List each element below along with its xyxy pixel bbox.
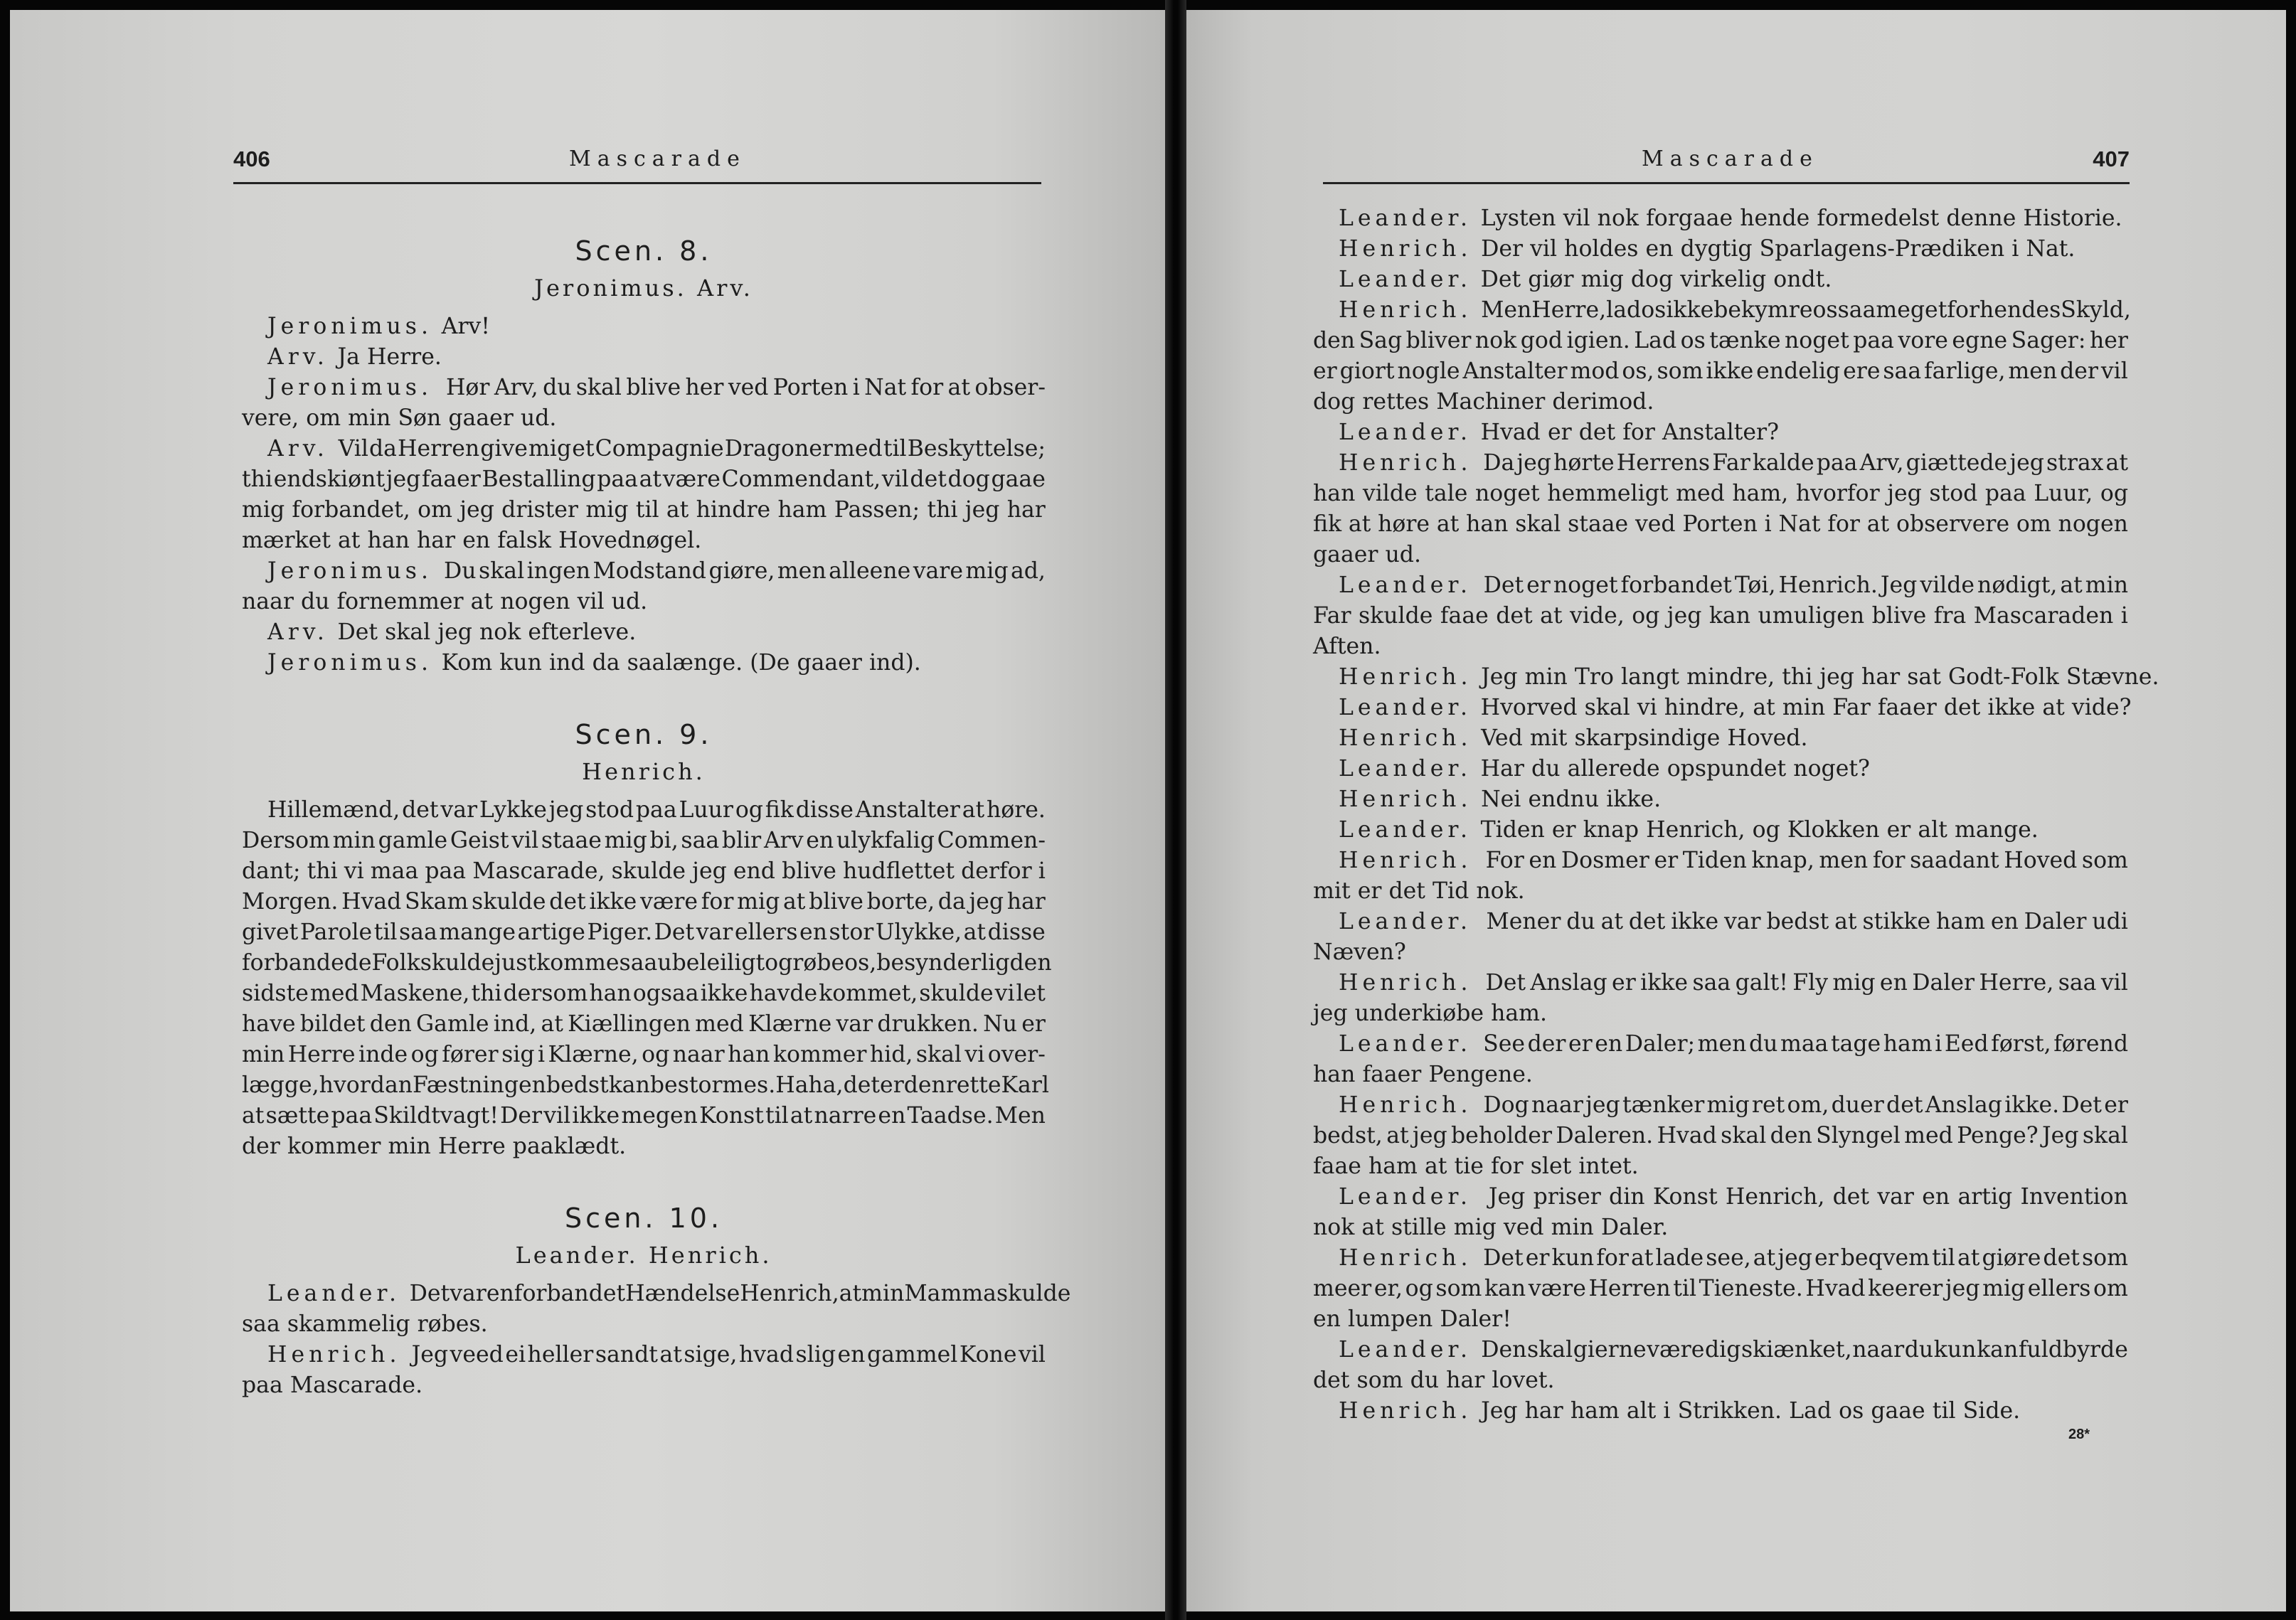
speaker-name: Henrich. xyxy=(1339,1245,1472,1271)
speaker-name: Leander. xyxy=(267,1281,401,1306)
text-line: Henrich. Ved mit skarpsindige Hoved. xyxy=(1313,723,2128,754)
text-line: nok at stille mig ved min Daler. xyxy=(1313,1215,1669,1240)
speaker-name: Jeronimus. xyxy=(267,558,432,584)
text-line: Far skulde faae det at vide, og jeg kan umuligen blive fra Mascaraden i xyxy=(1313,603,2128,629)
speaker-name: Jeronimus. xyxy=(267,650,432,676)
speaker-name: Leander. xyxy=(1339,1031,1472,1057)
text-line: Næven? xyxy=(1313,939,1406,965)
text-line: Leander. Tiden er knap Henrich, og Klokken er alt mange. xyxy=(1313,815,2128,846)
running-title: Mascarade xyxy=(569,146,746,171)
text-line: forbandede Folk skulde just komme saa ubeleiligt og røbe os, besynderlig den xyxy=(242,950,1052,976)
text-line: dant; thi vi maa paa Mascarade, skulde jeg end blive hudflettet derfor i xyxy=(242,858,1046,884)
text-line: meer er, og som kan være Herren til Tieneste. Hvad keerer jeg mig ellers om xyxy=(1313,1276,2128,1301)
text-line: Leander. Jeg priser din Konst Henrich, det var en artig Invention xyxy=(1313,1182,2128,1213)
text-line: sidste med Maskene, thi dersom han ogsaa ikke havde kommet, skulde vi let xyxy=(242,981,1046,1006)
text-line: Henrich. Jeg har ham alt i Strikken. Lad os gaae til Side. xyxy=(1313,1396,2128,1427)
speaker-name: Arv. xyxy=(267,619,329,645)
speaker-name: Henrich. xyxy=(1339,970,1472,996)
text-line: thi endskiønt jeg faaer Bestalling paa at være Commendant, vil det dog gaae xyxy=(242,467,1046,492)
page-number: 407 xyxy=(2093,146,2130,171)
running-head xyxy=(233,144,1041,184)
speaker-name: Henrich. xyxy=(1339,664,1472,690)
text-line: mig forbandet, om jeg drister mig til at hindre ham Passen; thi jeg har xyxy=(242,497,1046,523)
text-line: Dersom min gamle Geist vil staae mig bi, saa blir Arv en ulykfalig Commen- xyxy=(242,828,1046,853)
text-line: Henrich. Da jeg hørte Herrens Far kalde paa Arv, giættede jeg strax at xyxy=(1313,448,2128,479)
text-line: fik at høre at han skal staae ved Porten i Nat for at observere om nogen xyxy=(1313,511,2128,537)
signature-mark: 28* xyxy=(2068,1427,2090,1442)
speaker-name: Henrich. xyxy=(1339,236,1472,262)
text-line: Hillemænd, det var Lykke jeg stod paa Luur og fik disse Anstalter at høre. xyxy=(267,797,1046,823)
text-line: der kommer min Herre paaklædt. xyxy=(242,1134,627,1159)
text-line: mærket at han har en falsk Hovednøgel. xyxy=(242,528,702,553)
scene-characters: Henrich. xyxy=(582,758,706,785)
speaker-name: Leander. xyxy=(1339,695,1472,720)
speaker-name: Leander. xyxy=(1339,206,1472,231)
speaker-name: Henrich. xyxy=(267,1342,401,1368)
book-gutter xyxy=(1165,0,1186,1620)
scene-characters: Leander. Henrich. xyxy=(515,1242,772,1269)
text-line: Leander. Hvad er det for Anstalter? xyxy=(1313,417,2128,448)
text-line: Henrich. Det er kun for at lade see, at jeg er beqvem til at giøre det som xyxy=(1313,1243,2128,1274)
running-head xyxy=(1323,144,2130,184)
text-line: Aften. xyxy=(1313,634,1381,659)
speaker-name: Henrich. xyxy=(1339,297,1472,323)
text-line: Henrich. Jeg min Tro langt mindre, thi jeg har sat Godt-Folk Stævne. xyxy=(1313,662,2128,693)
text-line: Leander. Har du allerede opspundet noget? xyxy=(1313,754,2128,784)
text-line: Leander. Den skal gierne være dig skiænket, naar du kun kan fuldbyrde xyxy=(1313,1335,2128,1365)
text-line: Leander. Det var en forbandet Hændelse Henrich, at min Mamma skulde xyxy=(242,1279,1046,1309)
text-line: have bildet den Gamle ind, at Kiællingen med Klærne var drukken. Nu er xyxy=(242,1011,1046,1037)
speaker-name: Henrich. xyxy=(1339,450,1472,476)
text-line: Henrich. For en Dosmer er Tiden knap, men for saadant Hoved som xyxy=(1313,846,2128,876)
scene-heading: Scen. 8. xyxy=(575,235,713,267)
text-line: Leander. Lysten vil nok forgaae hende formedelst denne Historie. xyxy=(1313,203,2128,234)
text-line: Leander. See der er en Daler; men du maa tage ham i Eed først, førend xyxy=(1313,1029,2128,1060)
text-line: Henrich. Det Anslag er ikke saa galt! Fly mig en Daler Herre, saa vil xyxy=(1313,968,2128,998)
text-line: paa Mascarade. xyxy=(242,1373,423,1398)
speaker-name: Leander. xyxy=(1339,572,1472,598)
text-line: Leander. Det er noget forbandet Tøi, Henrich. Jeg vilde nødigt, at min xyxy=(1313,570,2128,601)
text-line: Leander. Mener du at det ikke var bedst at stikke ham en Daler udi xyxy=(1313,907,2128,937)
speaker-name: Henrich. xyxy=(1339,848,1472,873)
text-line: han vilde tale noget hemmeligt med ham, hvorfor jeg stod paa Luur, og xyxy=(1313,481,2128,506)
text-line: Henrich. Men Herre, lad os ikke bekymre os saa meget for hendes Skyld, xyxy=(1313,295,2128,326)
text-line: Henrich. Dog naar jeg tænker mig ret om, duer det Anslag ikke. Det er xyxy=(1313,1090,2128,1121)
left-page-text xyxy=(242,232,1071,1401)
text-line: Henrich. Nei endnu ikke. xyxy=(1313,784,2128,815)
text-line: saa skammelig røbes. xyxy=(242,1311,488,1337)
page-number: 406 xyxy=(233,146,270,171)
scene-heading: Scen. 10. xyxy=(564,1203,723,1234)
text-line: Jeronimus. Hør Arv, du skal blive her ved Porten i Nat for at obser- xyxy=(242,373,1046,403)
text-line: dog rettes Machiner derimod. xyxy=(1313,389,1654,415)
speaker-name: Leander. xyxy=(1339,267,1472,292)
text-line: er giort nogle Anstalter mod os, som ikke endelig ere saa farlige, men der vil xyxy=(1313,358,2128,384)
speaker-name: Henrich. xyxy=(1339,725,1472,751)
text-line: faae ham at tie for slet intet. xyxy=(1313,1153,1639,1179)
text-line: gaaer ud. xyxy=(1313,542,1421,567)
text-line: Jeronimus. Du skal ingen Modstand giøre, men alleene vare mig ad, xyxy=(242,556,1046,587)
speaker-name: Leander. xyxy=(1339,420,1472,445)
speaker-name: Henrich. xyxy=(1339,787,1472,812)
scene-heading: Scen. 9. xyxy=(575,719,713,750)
text-line: det som du har lovet. xyxy=(1313,1368,1555,1393)
text-line: Jeronimus. Kom kun ind da saalænge. (De gaaer ind). xyxy=(242,648,1046,678)
text-line: Jeronimus. Arv! xyxy=(242,311,1046,342)
text-line: Leander. Det giør mig dog virkelig ondt. xyxy=(1313,265,2128,295)
text-line: mit er det Tid nok. xyxy=(1313,878,1525,904)
text-line: bedst, at jeg beholder Daleren. Hvad skal den Slyngel med Penge? Jeg skal xyxy=(1313,1123,2128,1149)
speaker-name: Henrich. xyxy=(1339,1398,1472,1424)
speaker-name: Arv. xyxy=(267,436,329,462)
text-line: givet Parole til saa mange artige Piger. Det var ellers en stor Ulykke, at disse xyxy=(242,920,1046,945)
text-line: den Sag bliver nok god igien. Lad os tænke noget paa vore egne Sager: her xyxy=(1313,328,2128,353)
text-line: lægge, hvordan Fæstningen bedst kan bestormes. Ha ha, det er den rette Karl xyxy=(242,1072,1049,1098)
speaker-name: Leander. xyxy=(1339,909,1472,934)
text-line: Leander. Hvorved skal vi hindre, at min Far faaer det ikke at vide? xyxy=(1313,693,2128,723)
text-line: han faaer Pengene. xyxy=(1313,1062,1533,1087)
text-line: min Herre inde og fører sig i Klærne, og naar han kommer hid, skal vi over- xyxy=(242,1042,1046,1067)
text-line: at sætte paa Skildtvagt! Der vil ikke megen Konst til at narre en Taadse. Men xyxy=(242,1103,1046,1129)
speaker-name: Leander. xyxy=(1339,817,1472,843)
text-line: Arv. Vil da Herren give mig et Compagnie Dragoner med til Beskyttelse; xyxy=(242,434,1046,464)
scene-characters: Jeronimus. Arv. xyxy=(534,275,753,302)
text-line: Morgen. Hvad Skam skulde det ikke være for mig at blive borte, da jeg har xyxy=(242,889,1046,915)
text-line: Arv. Ja Herre. xyxy=(242,342,1046,373)
speaker-name: Leander. xyxy=(1339,756,1472,782)
text-line: en lumpen Daler! xyxy=(1313,1306,1511,1332)
right-page-text xyxy=(1313,203,2159,1427)
running-title: Mascarade xyxy=(1642,146,1819,171)
left-page xyxy=(10,10,1165,1611)
speaker-name: Jeronimus. xyxy=(267,314,432,339)
speaker-name: Leander. xyxy=(1339,1184,1472,1210)
text-line: Henrich. Der vil holdes en dygtig Sparlagens-Prædiken i Nat. xyxy=(1313,234,2128,265)
speaker-name: Arv. xyxy=(267,344,329,370)
speaker-name: Leander. xyxy=(1339,1337,1472,1363)
text-line: naar du fornemmer at nogen vil ud. xyxy=(242,589,648,614)
text-line: Henrich. Jeg veed ei heller sandt at sige, hvad slig en gammel Kone vil xyxy=(242,1340,1046,1370)
speaker-name: Henrich. xyxy=(1339,1092,1472,1118)
text-line: vere, om min Søn gaaer ud. xyxy=(242,405,557,431)
right-page xyxy=(1186,10,2286,1611)
text-line: Arv. Det skal jeg nok efterleve. xyxy=(242,617,1046,648)
text-line: jeg underkiøbe ham. xyxy=(1313,1001,1548,1026)
speaker-name: Jeronimus. xyxy=(267,375,432,400)
